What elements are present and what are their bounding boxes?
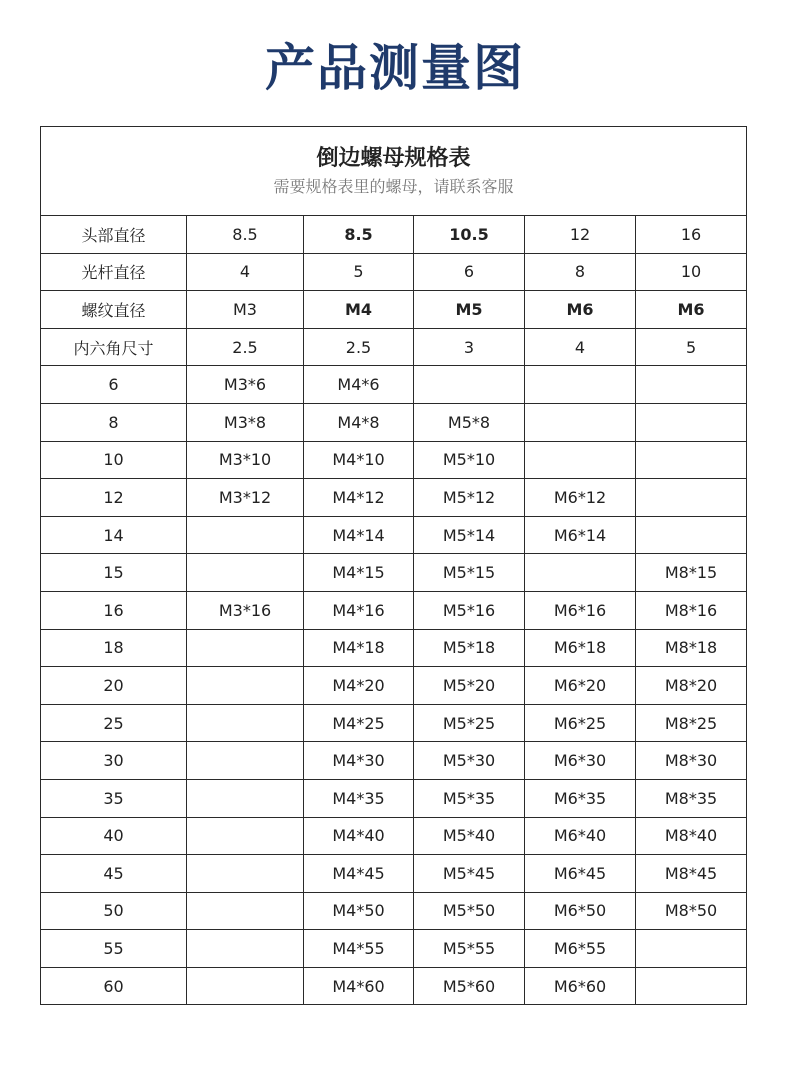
spec-cell: 8.5 <box>304 216 414 254</box>
spec-row <box>41 216 747 254</box>
spec-cell: 8.5 <box>187 216 304 254</box>
size-cell: M5*12 <box>414 479 525 517</box>
spec-cell: 2.5 <box>304 328 414 366</box>
spec-cell: M6 <box>525 291 636 329</box>
size-cell: M6*35 <box>525 779 636 817</box>
length-row <box>41 779 747 817</box>
length-row <box>41 629 747 667</box>
size-cell: M8*45 <box>636 855 747 893</box>
spec-cell: M6 <box>636 291 747 329</box>
size-cell: M5*50 <box>414 892 525 930</box>
size-cell: M6*18 <box>525 629 636 667</box>
length-label: 30 <box>41 742 187 780</box>
spec-cell: M3 <box>187 291 304 329</box>
table-header-row <box>41 127 747 216</box>
size-cell <box>187 667 304 705</box>
size-cell: M4*12 <box>304 479 414 517</box>
spec-cell: M5 <box>414 291 525 329</box>
size-cell: M4*8 <box>304 403 414 441</box>
size-cell: M4*40 <box>304 817 414 855</box>
size-cell: M4*35 <box>304 779 414 817</box>
size-cell: M6*50 <box>525 892 636 930</box>
size-cell: M3*6 <box>187 366 304 404</box>
length-row <box>41 817 747 855</box>
length-label: 6 <box>41 366 187 404</box>
spec-cell: 16 <box>636 216 747 254</box>
size-cell: M6*12 <box>525 479 636 517</box>
size-cell <box>187 742 304 780</box>
size-cell: M8*18 <box>636 629 747 667</box>
spec-cell: 10 <box>636 253 747 291</box>
length-label: 15 <box>41 554 187 592</box>
length-row <box>41 967 747 1005</box>
size-cell <box>187 892 304 930</box>
size-cell: M4*25 <box>304 704 414 742</box>
spec-cell: 8 <box>525 253 636 291</box>
size-cell: M6*20 <box>525 667 636 705</box>
spec-row <box>41 291 747 329</box>
size-cell <box>187 554 304 592</box>
size-cell: M3*10 <box>187 441 304 479</box>
length-label: 55 <box>41 930 187 968</box>
spec-row-label: 内六角尺寸 <box>41 328 187 366</box>
spec-cell: 6 <box>414 253 525 291</box>
size-cell <box>525 554 636 592</box>
size-cell: M5*8 <box>414 403 525 441</box>
length-label: 18 <box>41 629 187 667</box>
length-row <box>41 366 747 404</box>
size-cell <box>187 930 304 968</box>
size-cell: M6*25 <box>525 704 636 742</box>
spec-row-label: 头部直径 <box>41 216 187 254</box>
size-cell: M3*8 <box>187 403 304 441</box>
size-cell: M4*15 <box>304 554 414 592</box>
size-cell: M6*60 <box>525 967 636 1005</box>
spec-cell: M4 <box>304 291 414 329</box>
length-row <box>41 479 747 517</box>
size-cell <box>636 366 747 404</box>
length-label: 8 <box>41 403 187 441</box>
size-cell: M5*30 <box>414 742 525 780</box>
size-cell: M4*10 <box>304 441 414 479</box>
size-cell: M4*55 <box>304 930 414 968</box>
size-cell: M8*30 <box>636 742 747 780</box>
size-cell: M8*15 <box>636 554 747 592</box>
spec-row <box>41 253 747 291</box>
size-cell: M8*40 <box>636 817 747 855</box>
size-cell: M8*35 <box>636 779 747 817</box>
spec-cell: 10.5 <box>414 216 525 254</box>
length-row <box>41 516 747 554</box>
length-row <box>41 554 747 592</box>
size-cell: M6*16 <box>525 591 636 629</box>
size-cell <box>187 516 304 554</box>
spec-cell: 5 <box>636 328 747 366</box>
size-cell: M5*15 <box>414 554 525 592</box>
size-cell <box>636 403 747 441</box>
size-cell <box>187 704 304 742</box>
size-cell: M4*50 <box>304 892 414 930</box>
size-cell: M6*40 <box>525 817 636 855</box>
size-cell: M4*60 <box>304 967 414 1005</box>
length-label: 25 <box>41 704 187 742</box>
size-cell: M8*25 <box>636 704 747 742</box>
table-header <box>41 127 747 216</box>
size-cell: M5*16 <box>414 591 525 629</box>
size-cell: M4*14 <box>304 516 414 554</box>
length-row <box>41 855 747 893</box>
length-row <box>41 441 747 479</box>
size-cell: M5*20 <box>414 667 525 705</box>
size-cell: M5*55 <box>414 930 525 968</box>
length-row <box>41 892 747 930</box>
size-cell: M4*16 <box>304 591 414 629</box>
size-cell: M5*35 <box>414 779 525 817</box>
spec-cell: 4 <box>187 253 304 291</box>
spec-row-label: 光杆直径 <box>41 253 187 291</box>
length-row <box>41 667 747 705</box>
length-label: 60 <box>41 967 187 1005</box>
length-label: 40 <box>41 817 187 855</box>
size-cell: M8*20 <box>636 667 747 705</box>
size-cell <box>187 855 304 893</box>
size-cell: M4*6 <box>304 366 414 404</box>
size-cell <box>187 817 304 855</box>
size-cell: M4*18 <box>304 629 414 667</box>
length-label: 20 <box>41 667 187 705</box>
size-cell: M5*45 <box>414 855 525 893</box>
spec-row <box>41 328 747 366</box>
size-cell: M5*10 <box>414 441 525 479</box>
size-cell <box>525 366 636 404</box>
size-cell: M5*18 <box>414 629 525 667</box>
size-cell <box>187 967 304 1005</box>
size-cell: M6*30 <box>525 742 636 780</box>
size-cell <box>636 930 747 968</box>
size-cell <box>525 441 636 479</box>
size-cell: M4*30 <box>304 742 414 780</box>
size-cell: M3*16 <box>187 591 304 629</box>
size-cell: M8*50 <box>636 892 747 930</box>
spec-cell: 3 <box>414 328 525 366</box>
size-cell <box>636 441 747 479</box>
table-body <box>41 127 747 1005</box>
table-subtitle: 需要规格表里的螺母，请联系客服 <box>273 177 514 196</box>
spec-cell: 5 <box>304 253 414 291</box>
size-cell <box>187 629 304 667</box>
length-label: 45 <box>41 855 187 893</box>
table-title: 倒边螺母规格表 <box>316 146 471 171</box>
size-cell <box>636 479 747 517</box>
length-label: 10 <box>41 441 187 479</box>
size-cell: M6*45 <box>525 855 636 893</box>
spec-row-label: 螺纹直径 <box>41 291 187 329</box>
size-cell <box>414 366 525 404</box>
length-label: 50 <box>41 892 187 930</box>
spec-table <box>40 126 747 1005</box>
length-label: 35 <box>41 779 187 817</box>
length-row <box>41 930 747 968</box>
size-cell: M5*25 <box>414 704 525 742</box>
size-cell: M6*14 <box>525 516 636 554</box>
length-row <box>41 742 747 780</box>
length-label: 14 <box>41 516 187 554</box>
length-row <box>41 591 747 629</box>
size-cell: M5*60 <box>414 967 525 1005</box>
length-row <box>41 403 747 441</box>
size-cell: M5*14 <box>414 516 525 554</box>
length-label: 12 <box>41 479 187 517</box>
length-label: 16 <box>41 591 187 629</box>
size-cell: M3*12 <box>187 479 304 517</box>
size-cell: M6*55 <box>525 930 636 968</box>
size-cell: M4*20 <box>304 667 414 705</box>
size-cell: M8*16 <box>636 591 747 629</box>
size-cell: M5*40 <box>414 817 525 855</box>
size-cell <box>636 967 747 1005</box>
size-cell <box>187 779 304 817</box>
length-row <box>41 704 747 742</box>
spec-cell: 4 <box>525 328 636 366</box>
page-title: 产品测量图 <box>265 39 525 97</box>
size-cell: M4*45 <box>304 855 414 893</box>
spec-cell: 2.5 <box>187 328 304 366</box>
size-cell <box>525 403 636 441</box>
size-cell <box>636 516 747 554</box>
spec-cell: 12 <box>525 216 636 254</box>
